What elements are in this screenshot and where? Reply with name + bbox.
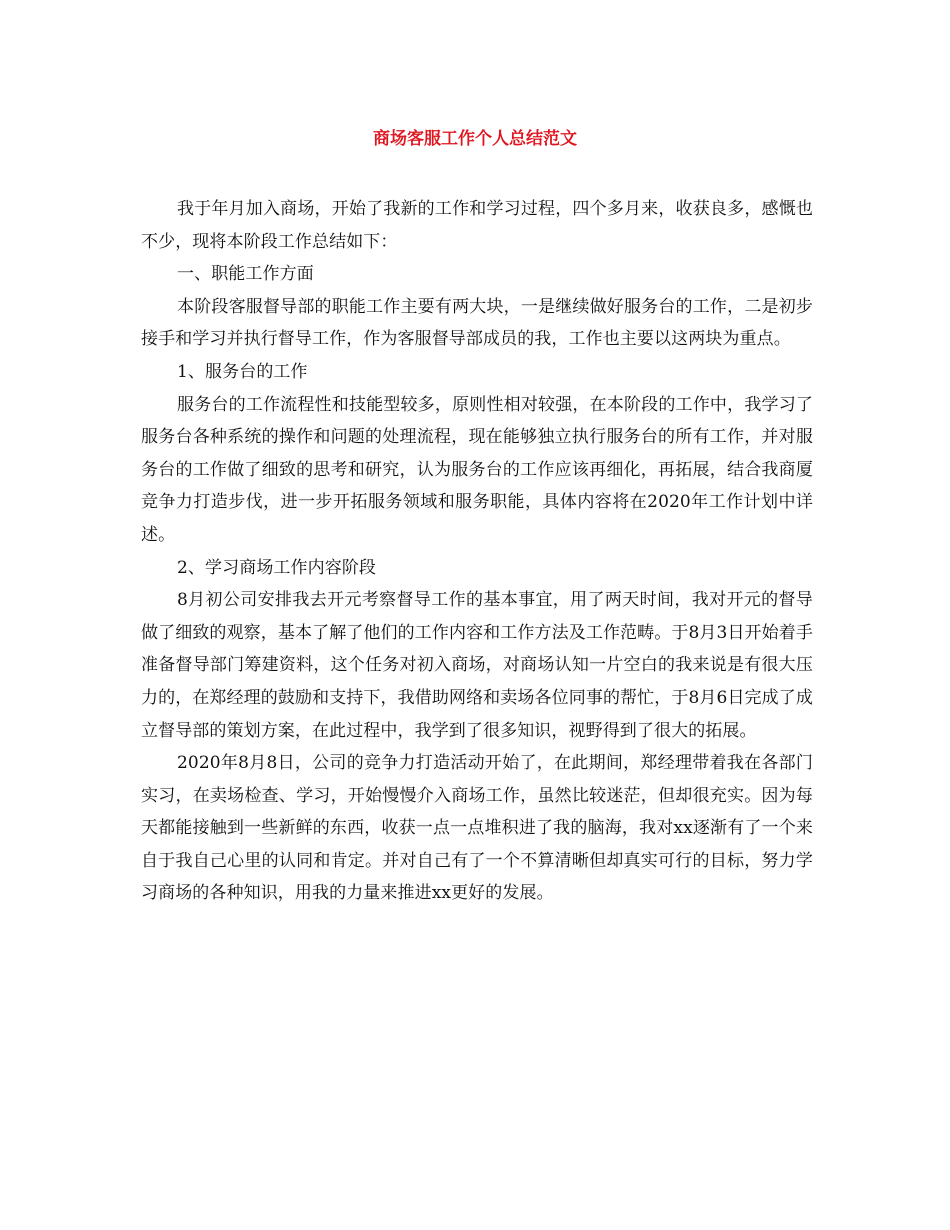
document-body (141, 193, 813, 910)
paragraph-competitiveness: 2020年8月8日，公司的竞争力打造活动开始了，在此期间，郑经理带着我在各部门实习，在卖场检查、学习，开始慢慢介入商场工作，虽然比较迷茫，但却很充实。因为每天都能接触到一些新鲜的东西，收获一点一点堆积进了我的脑海，我对xx逐渐有了一个来自于我自己心里的认同和肯定。并对自己有了一个不算清晰但却真实可行的目标，努力学习商场的各种知识，用我的力量来推进xx更好的发展。 (141, 753, 813, 904)
subheading-learning-stage: 2、学习商场工作内容阶段 (177, 557, 377, 578)
section-heading-functional-work: 一、职能工作方面 (177, 264, 314, 285)
document-title: 商场客服工作个人总结范文 (373, 129, 577, 149)
paragraph-learning-stage: 8月初公司安排我去开元考察督导工作的基本事宜，用了两天时间，我对开元的督导做了细致的观察，基本了解了他们的工作内容和工作方法及工作范畴。于8月3日开始着手准备督导部门筹建资料，这个任务对初入商场，对商场认知一片空白的我来说是有很大压力的，在郑经理的鼓励和支持下，我借助网络和卖场各位同事的帮忙，于8月6日完成了成立督导部的策划方案，在此过程中，我学到了很多知识，视野得到了很大的拓展。 (141, 590, 813, 741)
paragraph-intro: 我于年月加入商场，开始了我新的工作和学习过程，四个多月来，收获良多，感慨也不少，现将本阶段工作总结如下： (141, 199, 813, 252)
paragraph-functional-work: 本阶段客服督导部的职能工作主要有两大块，一是继续做好服务台的工作，二是初步接手和学习并执行督导工作，作为客服督导部成员的我，工作也主要以这两块为重点。 (141, 296, 813, 350)
subheading-service-desk: 1、服务台的工作 (177, 361, 308, 382)
paragraph-service-desk: 服务台的工作流程性和技能型较多，原则性相对较强，在本阶段的工作中，我学习了服务台各种系统的操作和问题的处理流程，现在能够独立执行服务台的所有工作，并对服务台的工作做了细致的思考和研究，认为服务台的工作应该再细化，再拓展，结合我商厦竞争力打造步伐，进一步开拓服务领域和服务职能，具体内容将在2020年工作计划中详述。 (141, 394, 813, 545)
